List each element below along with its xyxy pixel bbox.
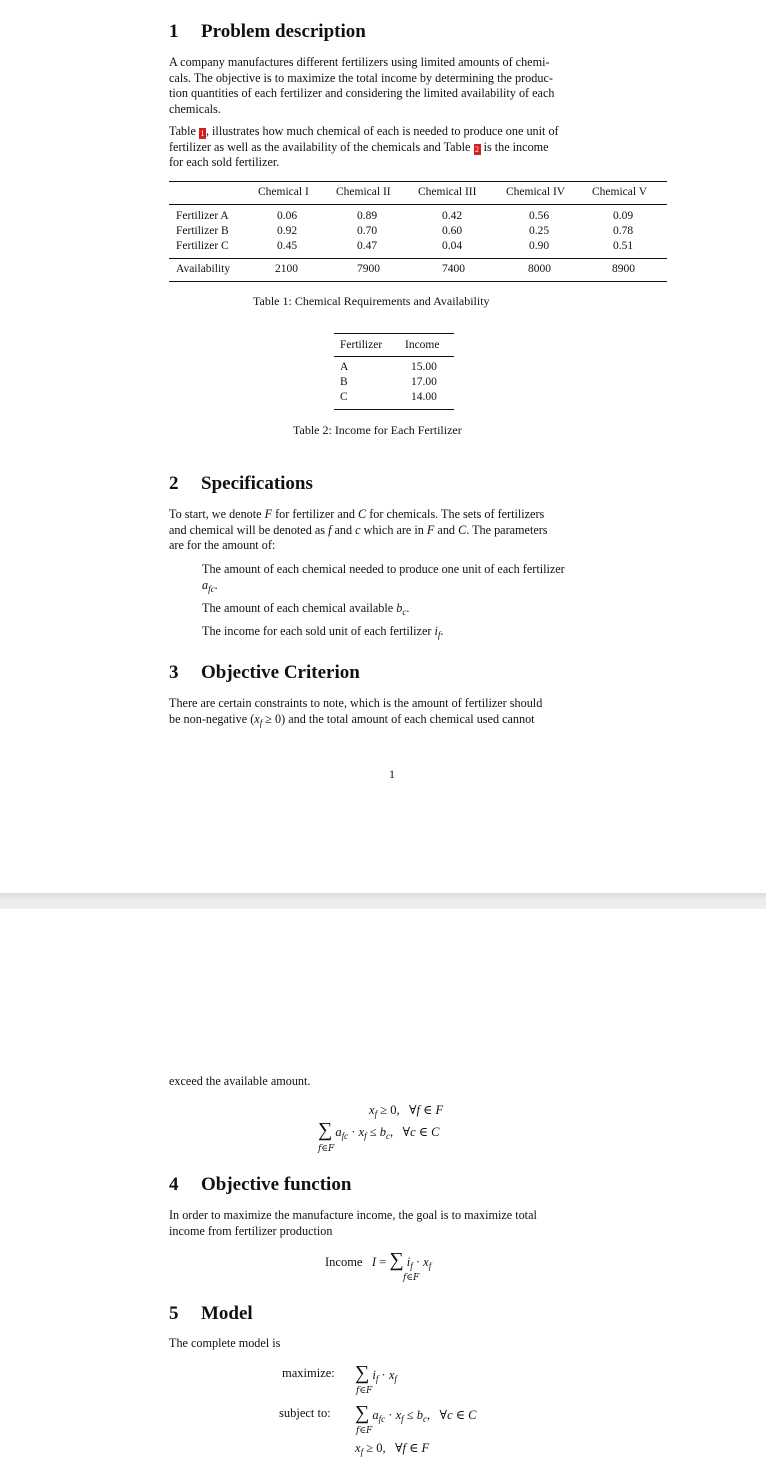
- table-1-header-5: Chemical V: [592, 186, 648, 198]
- model-objective: ∑ $i_f \cdot x_f$: [355, 1362, 397, 1384]
- section-5-heading: 5 Model: [169, 1303, 253, 1324]
- table-1-cell: 0.89: [357, 210, 378, 222]
- section-3-heading: 3 Objective Criterion: [169, 662, 360, 683]
- table-1-link[interactable]: 1: [200, 129, 205, 138]
- page-2: [0, 909, 766, 1460]
- table-2-cell: A: [340, 361, 349, 373]
- section-1-paragraph-1: A company manufactures different fertilizers using limited amounts of chemi- cals. The objective is to maximize the total income by determining the produc- tion quantities of each fertilizer and considering the limited availability of each chemicals.: [169, 55, 555, 116]
- model-maximize-label: maximize:: [282, 1366, 335, 1380]
- section-2-paragraph: To start, we denote F for fertilizer and C for chemicals. The sets of fertilizers and chemical will be denoted as f and c which are in F and C. The parameters are for the amount of:: [169, 507, 548, 553]
- table-1-availability-cell: 8900: [612, 263, 635, 275]
- section-3-paragraph-continued: exceed the available amount.: [169, 1074, 311, 1088]
- model-subject-label: subject to:: [279, 1406, 331, 1420]
- table-1-availability-label: Availability: [176, 263, 231, 275]
- income-equation: Income I = ∑ $i_f \cdot x_f$: [325, 1249, 432, 1271]
- table-2-header-1: Fertilizer: [340, 339, 383, 351]
- table-1-availability-cell: 7900: [357, 263, 380, 275]
- table-1-cell: 0.56: [529, 210, 550, 222]
- table-1-cell: 0.78: [613, 225, 634, 237]
- table-1-cell: 0.60: [442, 225, 463, 237]
- table-2-cell: 17.00: [411, 376, 437, 388]
- page-separator: [0, 893, 766, 909]
- table-1-row-label: Fertilizer B: [176, 225, 229, 237]
- table-1-cell: 0.47: [357, 240, 378, 252]
- sum-index: f∈F: [403, 1273, 420, 1283]
- table-1-header-4: Chemical IV: [506, 186, 566, 198]
- sum-index: f∈F: [318, 1144, 335, 1154]
- section-4-heading: 4 Objective function: [169, 1174, 352, 1195]
- table-1-cell: 0.04: [442, 240, 463, 252]
- table-1-header-2: Chemical II: [336, 186, 391, 198]
- section-1-paragraph-2: Table 1 , illustrates how much chemical of each is needed to produce one unit of fertilizer as well as the availability of the chemicals and Table 2 is the income for each sold fertilizer.: [169, 124, 559, 170]
- section-5-intro: The complete model is: [169, 1336, 281, 1350]
- table-1-cell: 0.42: [442, 210, 463, 222]
- page-number: 1: [389, 767, 395, 781]
- table-1-cell: 0.06: [277, 210, 298, 222]
- table-2-caption: Table 2: Income for Each Fertilizer: [293, 423, 462, 437]
- table-1-header-1: Chemical I: [258, 186, 309, 198]
- constraint-chemical: ∑ $a_{fc} \cdot x_f \le b_c$, ∀c ∈ C: [318, 1119, 440, 1141]
- section-1-heading: 1 Problem description: [169, 21, 366, 42]
- table-1-cell: 0.09: [613, 210, 634, 222]
- table-2-link[interactable]: 2: [475, 144, 480, 154]
- table-1-availability-cell: 2100: [275, 263, 298, 275]
- table-1-caption: Table 1: Chemical Requirements and Availability: [253, 294, 490, 308]
- constraint-nonneg: $x_f \ge 0$, ∀f ∈ F: [369, 1103, 444, 1119]
- table-2-cell: 15.00: [411, 361, 437, 373]
- section-2-heading: 2 Specifications: [169, 473, 313, 494]
- table-1-availability-cell: 8000: [528, 263, 551, 275]
- spec-item-2: The amount of each chemical available $b_c$.: [202, 601, 410, 617]
- table-1-cell: 0.92: [277, 225, 298, 237]
- sum-index: f∈F: [356, 1386, 373, 1396]
- table-1-row-label: Fertilizer A: [176, 210, 229, 222]
- model-constraint-nonneg: $x_f \ge 0$, ∀f ∈ F: [355, 1441, 430, 1457]
- table-1-cell: 0.70: [357, 225, 378, 237]
- table-1-header-3: Chemical III: [418, 186, 477, 198]
- sum-index: f∈F: [356, 1426, 373, 1436]
- table-2-cell: C: [340, 391, 348, 403]
- table-1-cell: 0.90: [529, 240, 550, 252]
- spec-item-3: The income for each sold unit of each fertilizer $i_f$.: [202, 624, 444, 640]
- table-2-cell: B: [340, 376, 348, 388]
- spec-item-1: The amount of each chemical needed to produce one unit of each fertilizer $a_{fc}$.: [202, 562, 565, 594]
- table-1-availability-cell: 7400: [442, 263, 465, 275]
- table-1-row-label: Fertilizer C: [176, 240, 229, 252]
- section-4-paragraph: In order to maximize the manufacture income, the goal is to maximize total income from fertilizer production: [169, 1208, 537, 1238]
- section-3-paragraph: There are certain constraints to note, which is the amount of fertilizer should be non-negative $(x_f \ge 0)$ and the total amount of each chemical used cannot: [169, 696, 543, 728]
- table-1-cell: 0.45: [277, 240, 298, 252]
- table-1-cell: 0.25: [529, 225, 550, 237]
- model-constraint-chemical: ∑ $a_{fc} \cdot x_f \le b_c$, ∀c ∈ C: [355, 1402, 477, 1424]
- table-2-cell: 14.00: [411, 391, 437, 403]
- table-2-header-2: Income: [405, 339, 440, 351]
- table-1-cell: 0.51: [613, 240, 634, 252]
